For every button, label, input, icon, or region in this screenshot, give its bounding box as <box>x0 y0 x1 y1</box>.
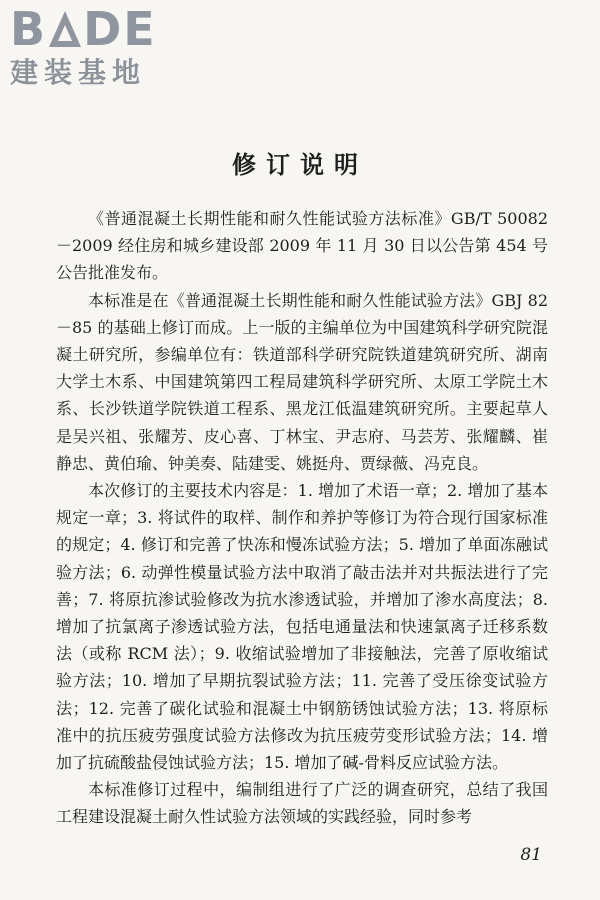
paragraph-history: 本标准是在《普通混凝土长期性能和耐久性能试验方法》GBJ 82－85 的基础上修订而成。上一版的主编单位为中国建筑科学研究院混凝土研究所，参编单位有：铁道部科学研究院铁道建筑研究所、湖南大学土木系、中国建筑第四工程局建筑科学研究所、太原工学院土木系、长沙铁道学院铁道工程系、黑龙江低温建筑研究所。主要起草人是吴兴祖、张耀芳、皮心喜、丁林宝、尹志府、马芸芳、张耀麟、崔静忠、黄伯瑜、钟美奏、陆建雯、姚挺舟、贾绿薇、冯克良。 <box>56 290 548 473</box>
bade-watermark-logo <box>10 2 180 89</box>
bade-logo-wordmark <box>10 2 180 56</box>
watermark-subtitle: 建装基地 <box>10 56 147 89</box>
paragraph-approval: 《普通混凝土长期性能和耐久性能试验方法标准》GB/T 50082－2009 经住房和城乡建设部 2009 年 11 月 30 日以公告第 454 号公告批准发布。 <box>56 209 548 283</box>
logo-letter-a-triangle-icon <box>48 9 82 49</box>
section-title: 修订说明 <box>232 151 368 179</box>
paragraph-process: 本标准修订过程中，编制组进行了广泛的调查研究，总结了我国工程建设混凝土耐久性试验方法领域的实践经验，同时参考 <box>56 780 548 827</box>
logo-letter-b: B <box>10 2 48 56</box>
body-text <box>56 205 548 831</box>
paragraph-revisions: 本次修订的主要技术内容是：1. 增加了术语一章；2. 增加了基本规定一章；3. 将试件的取样、制作和养护等修订为符合现行国家标准的规定；4. 修订和完善了快冻和慢冻试验方法；5. 增加了单面冻融试验方法；6. 动弹性模量试验方法中取消了敲击法并对共振法进行了完善；7. 将原抗渗试验修改为抗水渗透试验，并增加了渗水高度法；8. 增加了抗氯离子渗透试验方法，包括电通量法和快速氯离子迁移系数法（或称 RCM 法）；9. 收缩试验增加了非接触法，完善了原收缩试验方法；10. 增加了早期抗裂试验方法；11. 完善了受压徐变试验方法；12. 完善了碳化试验和混凝土中钢筋锈蚀试验方法；13. 将原标准中的抗压疲劳强度试验方法修改为抗压疲劳变形试验方法；14. 增加了抗硫酸盐侵蚀试验方法；15. 增加了碱-骨料反应试验方法。 <box>56 481 548 773</box>
logo-letters-de: DE <box>83 2 157 56</box>
page-number: 81 <box>520 845 542 865</box>
